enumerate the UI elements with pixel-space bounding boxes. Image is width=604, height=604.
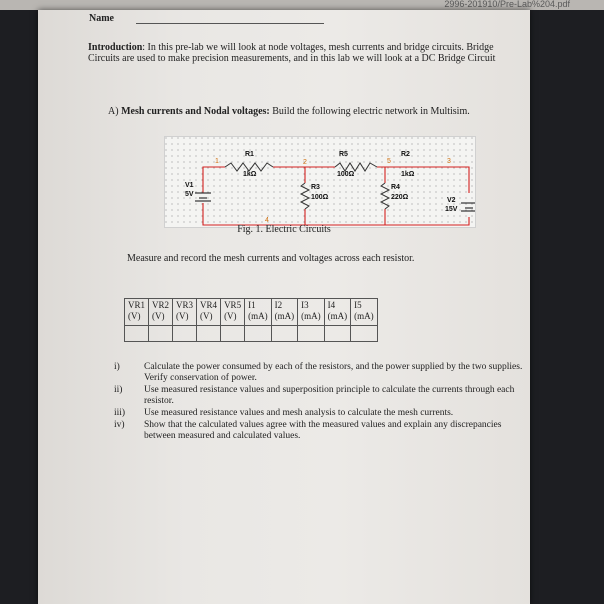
- question-text: Calculate the power consumed by each of the resistors, and the power supplied by the two supplies. Verify conservation of power.: [144, 362, 523, 383]
- header-cell: VR2 (V): [149, 299, 173, 326]
- table-cell: [351, 326, 378, 342]
- header-cell: I5 (mA): [351, 299, 378, 326]
- table-cell: [125, 326, 149, 342]
- question-text: Show that the calculated values agree with the measured values and explain any discrepancies between measured and calculated values.: [144, 420, 502, 441]
- measurement-table: [124, 298, 378, 342]
- list-item: [108, 385, 528, 407]
- section-a-title: [108, 106, 470, 117]
- question-list: [108, 362, 528, 443]
- list-item: [108, 408, 528, 419]
- header-cell: I3 (mA): [298, 299, 325, 326]
- table-cell: [245, 326, 272, 342]
- header-cell: VR1 (V): [125, 299, 149, 326]
- intro-heading: Introduction: [88, 42, 143, 53]
- header-cell: I2 (mA): [271, 299, 298, 326]
- r5-value: 100Ω: [337, 171, 355, 178]
- r4-value: 220Ω: [391, 194, 409, 201]
- section-a-text: Build the following electric network in Multisim.: [269, 106, 470, 117]
- question-number: i): [114, 362, 120, 372]
- node-label-1: 1: [215, 158, 219, 165]
- table-cell: [221, 326, 245, 342]
- r5-name: R5: [339, 151, 348, 158]
- table-cell: [271, 326, 298, 342]
- question-text: Use measured resistance values and mesh analysis to calculate the mesh currents.: [144, 408, 454, 418]
- table-row: [125, 326, 378, 342]
- list-item: [108, 362, 528, 384]
- name-blank-line: [136, 23, 324, 24]
- table-cell: [324, 326, 351, 342]
- table-cell: [149, 326, 173, 342]
- question-number: iii): [114, 408, 126, 418]
- node-label-2: 2: [303, 159, 307, 166]
- r3-value: 100Ω: [311, 194, 329, 201]
- header-cell: VR3 (V): [173, 299, 197, 326]
- circuit-schematic: [164, 136, 476, 228]
- r1-name: R1: [245, 151, 254, 158]
- measure-instruction: Measure and record the mesh currents and voltages across each resistor.: [127, 253, 415, 264]
- figure-caption: Fig. 1. Electric Circuits: [237, 224, 331, 235]
- node-label-4: 4: [265, 217, 269, 224]
- v1-name: V1: [185, 182, 194, 189]
- name-label: Name: [89, 13, 114, 24]
- question-number: iv): [114, 420, 125, 430]
- v2-name: V2: [447, 197, 456, 204]
- question-number: ii): [114, 385, 123, 395]
- table-cell: [173, 326, 197, 342]
- document-page: [38, 10, 530, 604]
- url-text: 2996-201910/Pre-Lab%204.pdf: [444, 0, 570, 9]
- v1-value: 5V: [185, 191, 194, 198]
- node-label-3: 3: [447, 158, 451, 165]
- question-text: Use measured resistance values and superposition principle to calculate the currents through each resistor.: [144, 385, 515, 406]
- table-header-row: [125, 299, 378, 326]
- r3-name: R3: [311, 184, 320, 191]
- v2-value: 15V: [445, 206, 458, 213]
- circuit-wiring: [165, 137, 475, 227]
- table-cell: [298, 326, 325, 342]
- header-cell: I4 (mA): [324, 299, 351, 326]
- r4-name: R4: [391, 184, 400, 191]
- browser-url-bar[interactable]: [0, 0, 604, 10]
- r1-value: 1kΩ: [243, 171, 257, 178]
- list-item: [108, 420, 528, 442]
- header-cell: VR5 (V): [221, 299, 245, 326]
- header-cell: VR4 (V): [197, 299, 221, 326]
- r2-name: R2: [401, 151, 410, 158]
- table-cell: [197, 326, 221, 342]
- section-a-prefix: A): [108, 106, 122, 117]
- node-label-5: 5: [387, 158, 391, 165]
- intro-text: : In this pre-lab we will look at node voltages, mesh currents and bridge circuits. Bridge Circuits are used to make precision measurements, and in this lab we will look at a DC Bridge Circuit: [88, 42, 496, 64]
- header-cell: I1 (mA): [245, 299, 272, 326]
- r2-value: 1kΩ: [401, 171, 415, 178]
- introduction-paragraph: [88, 42, 508, 64]
- section-a-heading: Mesh currents and Nodal voltages:: [121, 106, 270, 117]
